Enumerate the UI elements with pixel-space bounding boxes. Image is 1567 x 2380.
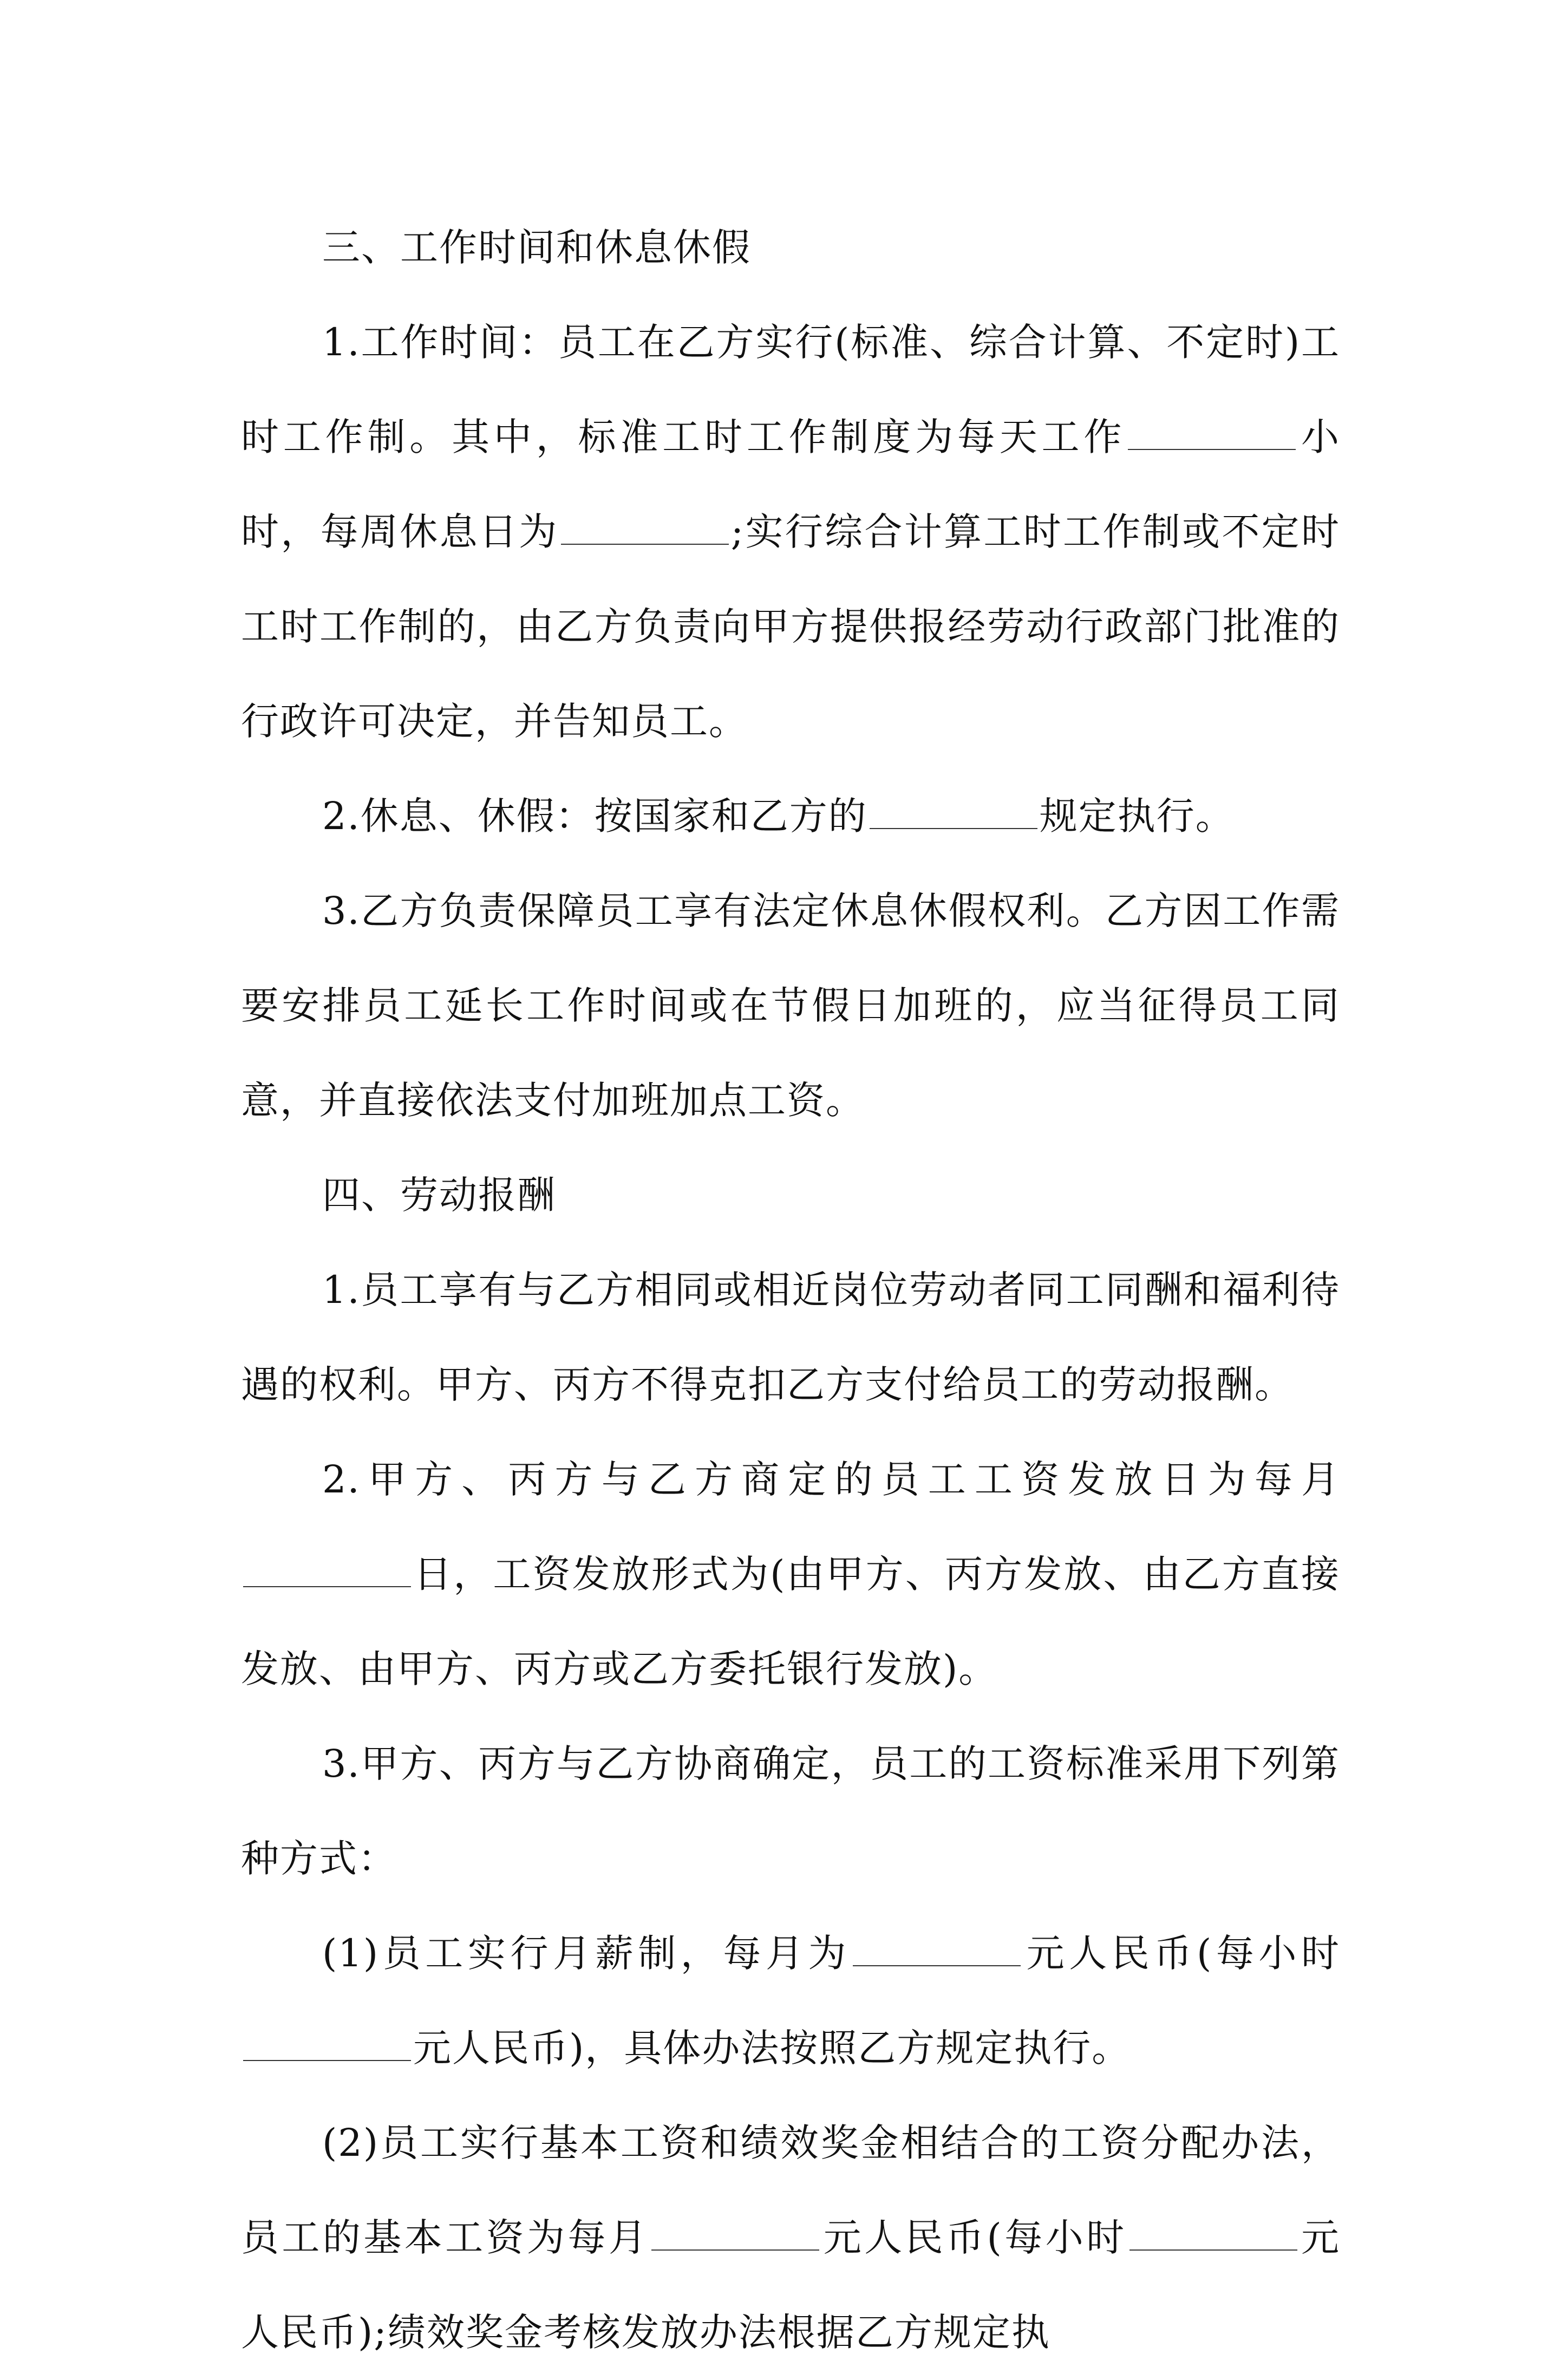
document-body [241,200,1340,2380]
fill-blank [561,543,729,545]
text-segment: 2.休息、休假：按国家和乙方的 [322,794,867,838]
text-segment: 1.工作时间：员工在乙方实行(标准、综合计算、不定时)工时工作制。其中，标准工时工作制度为每天工作 [241,320,1340,459]
text-segment: 3.乙方负责保障员工享有法定休息休假权利。乙方因工作需要安排员工延长工作时间或在节假日加班的，应当征得员工同意，并直接依法支付加班加点工资。 [241,889,1340,1123]
section-heading-pay [241,1148,1340,1243]
text-segment: 元人民币(每小时 [1023,1931,1340,1975]
text-segment: 规定执行。 [1039,794,1235,838]
section-heading-work-hours [241,200,1340,295]
paragraph-work-time [241,295,1340,769]
fill-blank [243,1586,411,1587]
text-segment: 3.甲方、丙方与乙方协商确定，员工的工资标准采用下列第种方式： [241,1742,1340,1881]
text-segment: 元人民币(每小时 [821,2215,1127,2260]
paragraph-base-and-bonus [241,2096,1340,2380]
text-segment: 元人民币);绩效奖金考核发放办法根据乙方规定执 [241,2215,1340,2355]
text-segment: 2.甲方、丙方与乙方商定的员工工资发放日为每月 [322,1457,1340,1502]
paragraph-rest [241,769,1340,864]
text-segment: 三、工作时间和休息休假 [322,225,751,270]
text-segment: 小时，每周休息日为 [241,415,1341,554]
paragraph-monthly-salary [241,1906,1340,2096]
paragraph-pay-method [241,1717,1340,1906]
fill-blank [853,1965,1021,1966]
text-segment: ;实行综合计算工时工作制或不定时工时工作制的，由乙方负责向甲方提供报经劳动行政部门批准的行政许可决定，并告知员工。 [241,510,1340,744]
text-segment: (1)员工实行月薪制，每月为 [322,1931,851,1975]
paragraph-rest-rights [241,864,1340,1148]
text-segment: 四、劳动报酬 [322,1173,556,1217]
fill-blank [1129,2249,1297,2251]
paragraph-pay-day [241,1432,1340,1717]
fill-blank [1128,448,1296,450]
text-segment: (2)员工实行基本工资和绩效奖金相结合的工资分配办法，员工的基本工资为每月 [241,2121,1340,2260]
fill-blank [243,2059,411,2061]
text-segment: 日，工资发放形式为(由甲方、丙方发放、由乙方直接发放、由甲方、丙方或乙方委托银行发放)。 [241,1552,1340,1691]
fill-blank [870,827,1037,829]
text-segment: 元人民币)，具体办法按照乙方规定执行。 [413,2026,1131,2070]
fill-blank [651,2249,819,2251]
text-segment: 1.员工享有与乙方相同或相近岗位劳动者同工同酬和福利待遇的权利。甲方、丙方不得克扣乙方支付给员工的劳动报酬。 [241,1268,1340,1407]
paragraph-equal-pay [241,1243,1340,1432]
